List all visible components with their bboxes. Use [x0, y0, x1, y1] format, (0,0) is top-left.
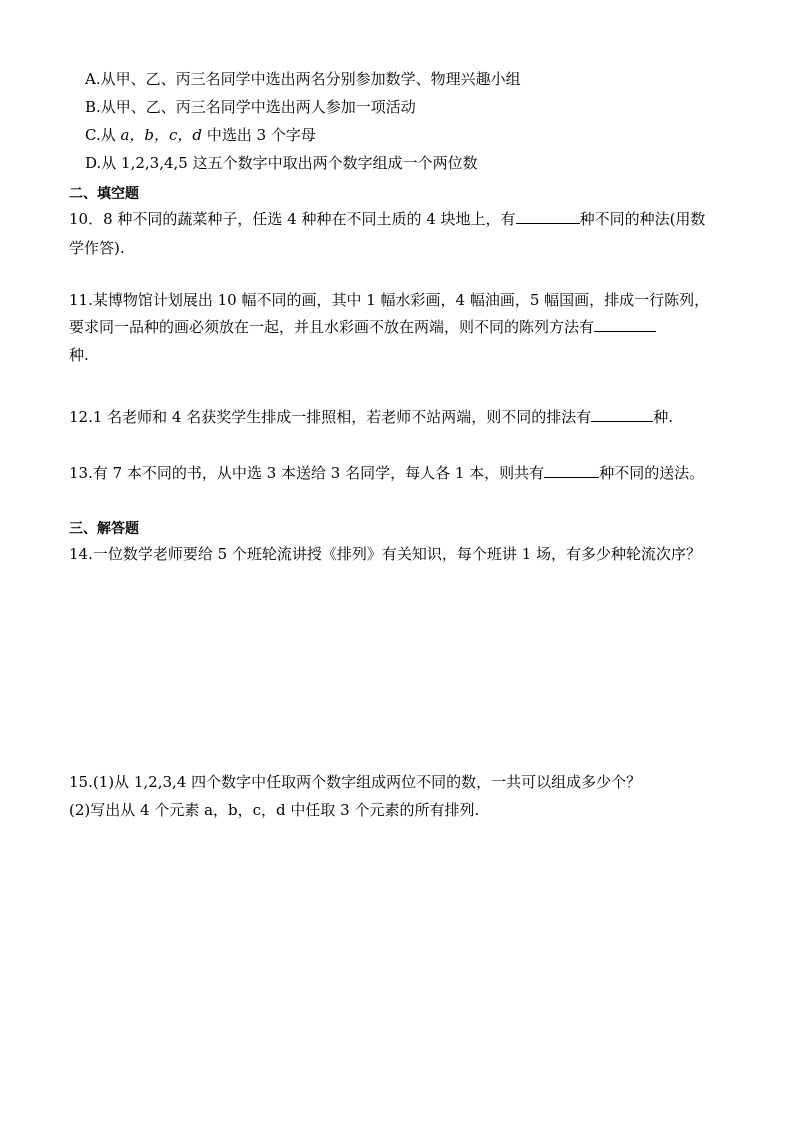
answer-blank-10[interactable]: [516, 209, 580, 224]
question-14: [69, 544, 701, 564]
question-12-text: 12.1 名老师和 4 名获奖学生排成一排照相，若老师不站两端，则不同的排法有: [69, 408, 592, 426]
option-a: [85, 69, 521, 89]
option-d: [85, 153, 478, 173]
question-11-line-1: [69, 290, 709, 310]
option-b-text: B.从甲、乙、丙三名同学中选出两人参加一项活动: [85, 98, 416, 116]
option-c-suffix: 中选出 3 个字母: [202, 126, 316, 144]
question-12: [69, 407, 673, 427]
question-11-line-3: [69, 345, 89, 365]
question-10-line-2: [69, 238, 125, 258]
option-b: [85, 97, 416, 117]
option-c: [85, 125, 316, 145]
answer-blank-11[interactable]: [594, 317, 656, 332]
question-12-text-end: 种.: [653, 408, 674, 426]
question-15-line-1: [69, 772, 641, 792]
question-15-part-2: (2)写出从 4 个元素 a，b，c，d 中任取 3 个元素的所有排列.: [69, 801, 480, 819]
question-13-text-end: 种不同的送法。: [599, 464, 705, 482]
section-heading-answer: 三、解答题: [69, 521, 139, 537]
option-c-letters: a，b，c，d: [120, 126, 203, 144]
question-13: [69, 463, 704, 483]
question-13-text: 13.有 7 本不同的书，从中选 3 本送给 3 名同学，每人各 1 本，则共有: [69, 464, 545, 482]
option-c-prefix: C.从: [85, 126, 121, 144]
question-10-text-end: 学作答).: [69, 239, 125, 257]
question-10-text: 10．8 种不同的蔬菜种子，任选 4 种种在不同土质的 4 块地上，有: [69, 210, 516, 228]
answer-blank-13[interactable]: [544, 463, 599, 478]
option-a-text: A.从甲、乙、丙三名同学中选出两名分别参加数学、物理兴趣小组: [85, 70, 521, 88]
question-14-text: 14.一位数学老师要给 5 个班轮流讲授《排列》有关知识，每个班讲 1 场，有多少种轮流次序？: [69, 545, 702, 563]
answer-blank-12[interactable]: [591, 407, 653, 422]
question-11-line-2: [69, 317, 656, 337]
section-heading-fill-in: 二、填空题: [69, 186, 139, 202]
question-11-text-continued: 要求同一品种的画必须放在一起，并且水彩画不放在两端，则不同的陈列方法有: [69, 318, 595, 336]
question-10-text-continued: 种不同的种法(用数: [579, 210, 706, 228]
question-15-part-1: 15.(1)从 1,2,3,4 四个数字中任取两个数字组成两位不同的数，一共可以组成多少个？: [69, 773, 642, 791]
question-11-text-end: 种.: [69, 346, 89, 364]
option-d-text: D.从 1,2,3,4,5 这五个数字中取出两个数字组成一个两位数: [85, 154, 478, 172]
question-15-line-2: [69, 800, 479, 820]
question-11-text: 11.某博物馆计划展出 10 幅不同的画，其中 1 幅水彩画，4 幅油画，5 幅国画，排成一行陈列，: [69, 291, 710, 309]
question-10-line-1: [69, 209, 705, 229]
